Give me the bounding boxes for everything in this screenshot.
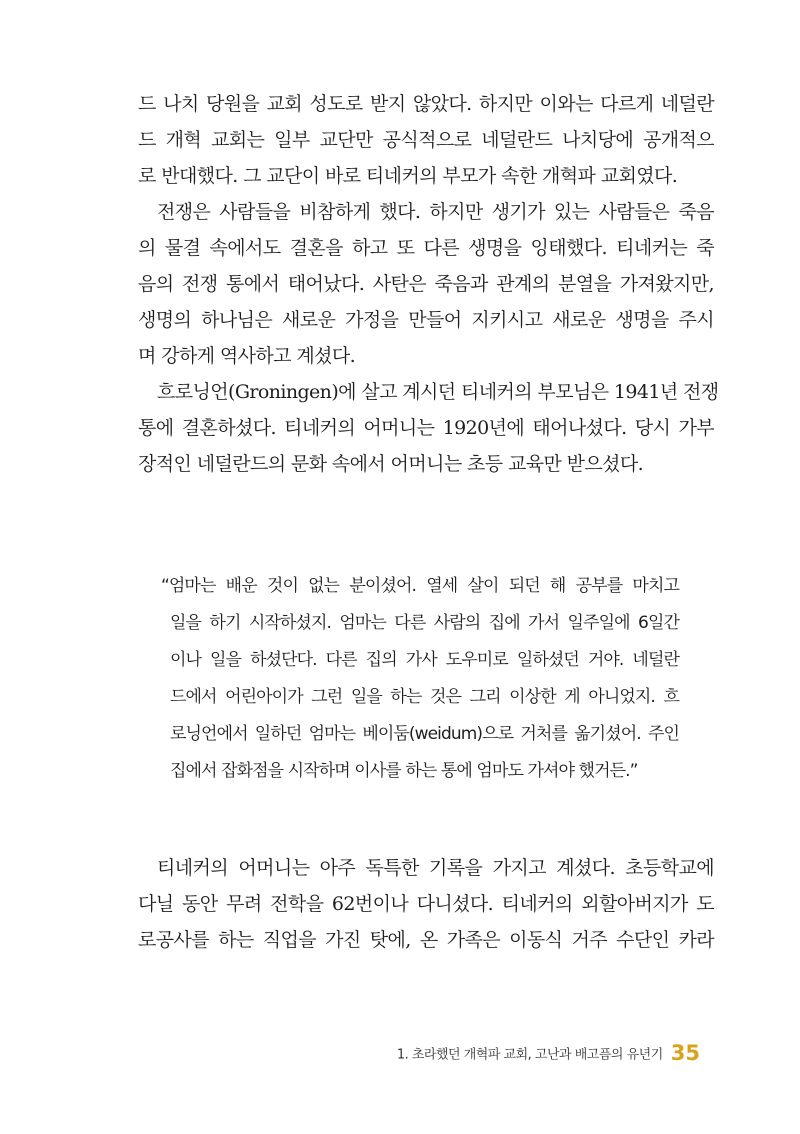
quote-line: 이나 일을 하셨단다. 다른 집의 가사 도우미로 일하셨던 거야. 네덜란 [170,650,679,670]
quote-line: 로닝언에서 일하던 엄마는 베이둠(weidum)으로 거처를 옮기셨어. 주인 [170,724,679,744]
text-line: 다닐 동안 무려 전학을 62번이나 다니셨다. 티네커의 외할아버지가 도 [138,893,714,915]
text-line: 통에 결혼하셨다. 티네커의 어머니는 1920년에 태어나셨다. 당시 가부 [138,417,714,439]
chapter-title: 1. 초라했던 개혁파 교회, 고난과 배고픔의 유년기 [396,1047,663,1063]
text-line: 흐로닝언(Groningen)에 살고 계시던 티네커의 부모님은 1941년 전쟁 [157,381,719,403]
quote-line: 드에서 어린아이가 그런 일을 하는 것은 그리 이상한 게 아니었지. 흐 [170,687,679,707]
text-line: 음의 전쟁 통에서 태어났다. 사탄은 죽음과 관계의 분열을 가져왔지만, [138,273,714,295]
quote-line: “엄마는 배운 것이 없는 분이셨어. 열세 살이 되던 해 공부를 마치고 [161,576,679,596]
body-text-top [138,86,719,482]
running-footer [380,1041,700,1071]
quote-line: 일을 하기 시작하셨지. 엄마는 다른 사람의 집에 가서 일주일에 6일간 [170,613,679,633]
block-quote [161,568,679,790]
text-line: 드 개혁 교회는 일부 교단만 공식적으로 네덜란드 나치당에 공개적으 [138,129,714,151]
text-line: 며 강하게 역사하고 계셨다. [138,345,356,367]
text-line: 생명의 하나님은 새로운 가정을 만들어 지키시고 새로운 생명을 주시 [138,309,714,331]
quote-line: 집에서 잡화점을 시작하며 이사를 하는 통에 엄마도 가셔야 했거든.” [170,761,638,781]
text-line: 장적인 네덜란드의 문화 속에서 어머니는 초등 교육만 받으셨다. [138,453,644,475]
text-line: 티네커의 어머니는 아주 독특한 기록을 가지고 계셨다. 초등학교에 [157,857,714,879]
text-line: 전쟁은 사람들을 비참하게 했다. 하지만 생기가 있는 사람들은 죽음 [157,201,714,223]
text-line: 의 물결 속에서도 결혼을 하고 또 다른 생명을 잉태했다. 티네커는 죽 [138,237,714,259]
body-text-bottom [138,850,714,958]
text-line: 로 반대했다. 그 교단이 바로 티네커의 부모가 속한 개혁파 교회였다. [138,165,678,187]
text-line: 드 나치 당원을 교회 성도로 받지 않았다. 하지만 이와는 다르게 네덜란 [138,93,714,115]
text-line: 로공사를 하는 직업을 가진 탓에, 온 가족은 이동식 거주 수단인 카라 [138,929,714,951]
page-number: 35 [670,1041,700,1065]
